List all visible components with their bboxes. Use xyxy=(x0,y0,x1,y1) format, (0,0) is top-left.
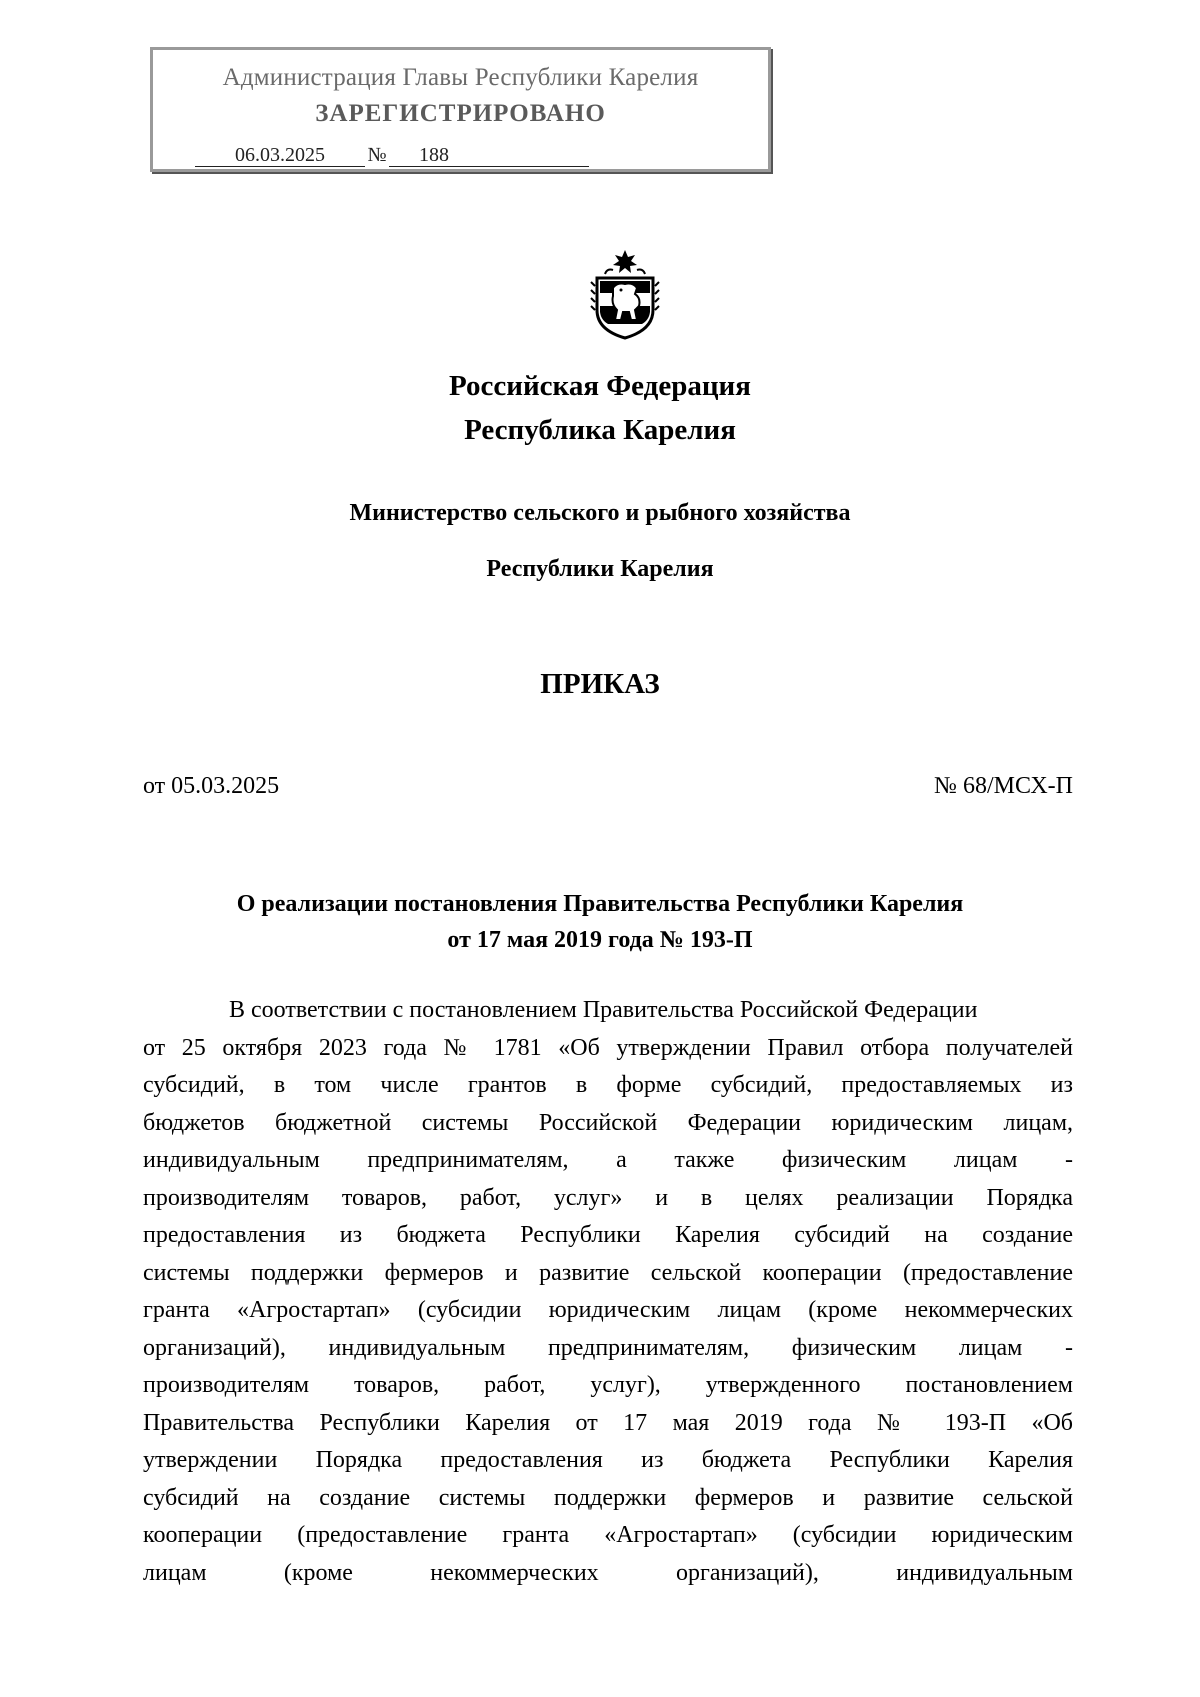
subject-line2: от 17 мая 2019 года № 193-П xyxy=(447,927,753,953)
karelia-coat-of-arms-icon xyxy=(587,248,663,340)
body-line: гранта «Агростартап» (субсидии юридическим лицам (кроме некоммерческих xyxy=(143,1297,1073,1323)
body-line: предоставления из бюджета Республики Карелия субсидий на создание xyxy=(143,1222,1073,1248)
stamp-status: ЗАРЕГИСТРИРОВАНО xyxy=(315,100,606,127)
order-number: № 68/МСХ-П xyxy=(934,773,1073,799)
registration-stamp xyxy=(150,47,771,172)
document-type: ПРИКАЗ xyxy=(540,668,660,700)
body-line: Правительства Республики Карелия от 17 мая 2019 года № 193-П «Об xyxy=(143,1410,1073,1436)
header-ministry-line2: Республики Карелия xyxy=(486,556,714,582)
body-line: В соответствии с постановлением Правительства Российской Федерации xyxy=(229,997,978,1023)
stamp-number-label: № xyxy=(367,144,387,166)
body-line: от 25 октября 2023 года № 1781 «Об утверждении Правил отбора получателей xyxy=(143,1035,1073,1061)
body-line: субсидий, в том числе грантов в форме субсидий, предоставляемых из xyxy=(143,1072,1073,1098)
body-line: индивидуальным предпринимателям, а также физическим лицам - xyxy=(143,1147,1073,1173)
body-line: утверждении Порядка предоставления из бюджета Республики Карелия xyxy=(143,1447,1073,1473)
header-region: Республика Карелия xyxy=(464,414,736,446)
stamp-registration-line xyxy=(195,144,589,167)
body-line: производителям товаров, работ, услуг» и в целях реализации Порядка xyxy=(143,1185,1073,1211)
body-line: организаций), индивидуальным предпринимателям, физическим лицам - xyxy=(143,1335,1073,1361)
body-line: кооперации (предоставление гранта «Агростартап» (субсидии юридическим xyxy=(143,1522,1073,1548)
stamp-organization: Администрация Главы Республики Карелия xyxy=(222,64,699,91)
body-line: субсидий на создание системы поддержки фермеров и развитие сельской xyxy=(143,1485,1073,1511)
stamp-date: 06.03.2025 xyxy=(195,144,365,167)
header-country: Российская Федерация xyxy=(449,370,751,402)
stamp-number: 188 xyxy=(389,144,589,167)
header-ministry-line1: Министерство сельского и рыбного хозяйства xyxy=(349,500,851,526)
body-line: бюджетов бюджетной системы Российской Федерации юридическим лицам, xyxy=(143,1110,1073,1136)
subject-line1: О реализации постановления Правительства Республики Карелия xyxy=(236,891,964,917)
body-line: системы поддержки фермеров и развитие сельской кооперации (предоставление xyxy=(143,1260,1073,1286)
body-line: лицам (кроме некоммерческих организаций), индивидуальным xyxy=(143,1560,1073,1586)
body-line: производителям товаров, работ, услуг), утвержденного постановлением xyxy=(143,1372,1073,1398)
order-date: от 05.03.2025 xyxy=(143,773,280,799)
